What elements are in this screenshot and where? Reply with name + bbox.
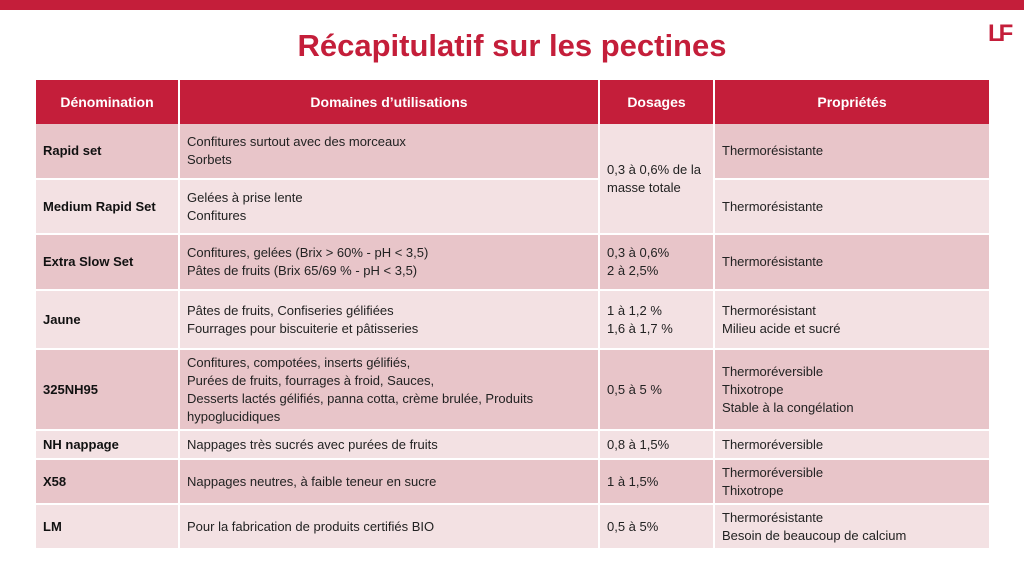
top-accent-bar [0,0,1024,10]
table-header-row [36,80,989,124]
row-domains: Confitures surtout avec des morceaux Sorbets [179,124,599,179]
row-name: Extra Slow Set [36,234,179,290]
row-domains: Confitures, compotées, inserts gélifiés, Purées de fruits, fourrages à froid, Sauces, Desserts lactés gélifiés, panna cotta, crème brulée, Produits hypoglucidiques [179,349,599,430]
table-row [36,124,989,179]
row-properties: Thermoréversible Thixotrope [714,459,989,504]
row-name: X58 [36,459,179,504]
header-properties: Propriétés [714,80,989,124]
row-dosage: 1 à 1,2 % 1,6 à 1,7 % [599,290,714,349]
row-name: NH nappage [36,430,179,459]
row-domains: Gelées à prise lente Confitures [179,179,599,234]
table-row [36,504,989,549]
row-name: 325NH95 [36,349,179,430]
row-domains: Nappages neutres, à faible teneur en sucre [179,459,599,504]
row-dosage: 0,5 à 5 % [599,349,714,430]
row-dosage: 1 à 1,5% [599,459,714,504]
row-name: Jaune [36,290,179,349]
slide-title: Récapitulatif sur les pectines [297,28,727,63]
table-row [36,349,989,430]
row-dosage: 0,3 à 0,6% 2 à 2,5% [599,234,714,290]
row-properties: Thermorésistante [714,234,989,290]
row-domains: Confitures, gelées (Brix > 60% - pH < 3,5) Pâtes de fruits (Brix 65/69 % - pH < 3,5) [179,234,599,290]
table-row [36,290,989,349]
row-dosage: 0,8 à 1,5% [599,430,714,459]
table-row [36,179,989,234]
row-domains: Pour la fabrication de produits certifiés BIO [179,504,599,549]
row-dosage: 0,5 à 5% [599,504,714,549]
pectin-summary-table [36,80,989,550]
row-properties: Thermorésistante [714,179,989,234]
lf-logo: LF [988,20,1010,47]
header-domains: Domaines d’utilisations [179,80,599,124]
header-dosages: Dosages [599,80,714,124]
row-dosage: 0,3 à 0,6% de la masse totale [599,124,714,234]
header-denomination: Dénomination [36,80,179,124]
row-properties: Thermorésistant Milieu acide et sucré [714,290,989,349]
row-name: Rapid set [36,124,179,179]
row-properties: Thermoréversible [714,430,989,459]
row-domains: Pâtes de fruits, Confiseries gélifiées Fourrages pour biscuiterie et pâtisseries [179,290,599,349]
table-row [36,459,989,504]
row-properties: Thermoréversible Thixotrope Stable à la congélation [714,349,989,430]
row-domains: Nappages très sucrés avec purées de fruits [179,430,599,459]
table-row [36,430,989,459]
row-properties: Thermorésistante Besoin de beaucoup de calcium [714,504,989,549]
table-row [36,234,989,290]
row-name: LM [36,504,179,549]
row-properties: Thermorésistante [714,124,989,179]
row-name: Medium Rapid Set [36,179,179,234]
